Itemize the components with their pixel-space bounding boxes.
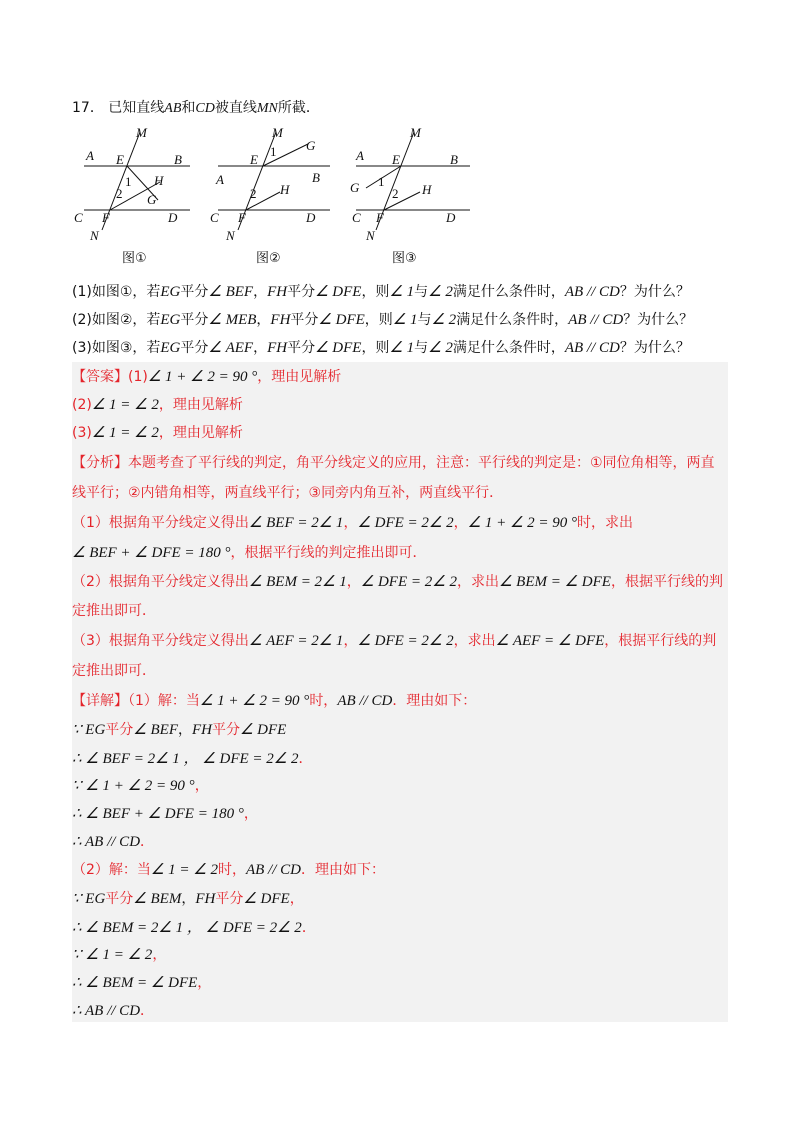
detail-step: ∴ AB // CD． (72, 1003, 155, 1019)
analysis-tag: 【分析】 (72, 455, 128, 471)
svg-text:B: B (450, 152, 458, 167)
svg-text:H: H (154, 173, 164, 188)
answer-line-2: (2)∠ 1 = ∠ 2，理由见解析 (72, 397, 243, 413)
detail-part-2-head: （2）解：当∠ 1 = ∠ 2时，AB // CD．理由如下： (72, 862, 385, 878)
analysis-step-2b: 定推出即可． (72, 603, 156, 619)
svg-text:D: D (446, 210, 456, 225)
svg-text:B: B (174, 152, 182, 167)
geometry-figures (70, 122, 490, 272)
sub-question-1: (1)如图①，若EG平分∠ BEF，FH平分∠ DFE，则∠ 1与∠ 2满足什么条件时，AB // CD？为什么？ (72, 284, 690, 300)
svg-text:D: D (168, 210, 178, 225)
analysis-line-2: 线平行；②内错角相等，两直线平行；③同旁内角互补，两直线平行． (72, 485, 504, 501)
sub-question-3: (3)如图③，若EG平分∠ AEF，FH平分∠ DFE，则∠ 1与∠ 2满足什么条件时，AB // CD？为什么？ (72, 340, 690, 356)
caption-fig2: 图② (256, 251, 281, 266)
analysis-step-2a: （2）根据角平分线定义得出∠ BEM = 2∠ 1，∠ DFE = 2∠ 2，求出∠ BEM = ∠ DFE，根据平行线的判 (72, 574, 723, 590)
svg-text:G: G (350, 180, 360, 195)
svg-text:N: N (366, 228, 375, 243)
svg-text:E: E (116, 152, 124, 167)
analysis-step-3a: （3）根据角平分线定义得出∠ AEF = 2∠ 1，∠ DFE = 2∠ 2，求出∠ AEF = ∠ DFE，根据平行线的判 (72, 633, 717, 649)
detail-part-1-head: 【详解】（1）解：当∠ 1 + ∠ 2 = 90 °时，AB // CD．理由如下： (72, 693, 477, 709)
detail-tag: 【详解】 (72, 693, 128, 709)
svg-text:N: N (226, 228, 235, 243)
svg-text:C: C (210, 210, 219, 225)
svg-text:2: 2 (250, 186, 257, 201)
svg-text:2: 2 (116, 186, 123, 201)
detail-step: ∴ ∠ BEM = 2∠ 1 ， ∠ DFE = 2∠ 2． (72, 920, 316, 936)
svg-text:1: 1 (378, 174, 385, 189)
svg-text:E: E (392, 152, 400, 167)
detail-step: ∴ ∠ BEF = 2∠ 1 ， ∠ DFE = 2∠ 2． (72, 751, 313, 767)
svg-text:B: B (312, 170, 320, 185)
svg-text:A: A (216, 172, 224, 187)
svg-text:M: M (410, 125, 421, 140)
svg-text:H: H (280, 182, 290, 197)
svg-text:N: N (90, 228, 99, 243)
svg-text:2: 2 (392, 186, 399, 201)
detail-step: ∴ ∠ BEM = ∠ DFE， (72, 975, 212, 991)
svg-text:C: C (352, 210, 361, 225)
figure-3 (350, 125, 470, 266)
svg-text:M: M (272, 125, 283, 140)
svg-text:1: 1 (270, 144, 277, 159)
svg-text:1: 1 (125, 174, 132, 189)
analysis-line-1: 【分析】本题考查了平行线的判定，角平分线定义的应用，注意：平行线的判定是：①同位角相等，两直 (72, 455, 715, 471)
svg-text:F: F (102, 210, 110, 225)
svg-text:F: F (376, 210, 384, 225)
figure-1 (74, 125, 190, 266)
detail-step: ∵ EG平分∠ BEF，FH平分∠ DFE (72, 722, 287, 738)
svg-text:A: A (356, 148, 364, 163)
question-number: 17． (72, 100, 104, 116)
svg-text:E: E (250, 152, 258, 167)
caption-fig1: 图① (122, 251, 147, 266)
analysis-step-1a: （1）根据角平分线定义得出∠ BEF = 2∠ 1，∠ DFE = 2∠ 2，∠ 1 + ∠ 2 = 90 °时，求出 (72, 515, 634, 531)
detail-step: ∵ EG平分∠ BEM，FH平分∠ DFE， (72, 891, 304, 907)
svg-text:H: H (422, 182, 432, 197)
question-stem: 17． 已知直线AB和CD被直线MN所截． (72, 100, 320, 116)
answer-line-1: 【答案】(1)∠ 1 + ∠ 2 = 90 °，理由见解析 (72, 369, 342, 385)
answer-tag: 【答案】 (72, 369, 128, 385)
analysis-step-1b: ∠ BEF + ∠ DFE = 180 °，根据平行线的判定推出即可． (72, 545, 427, 561)
sub-question-2: (2)如图②，若EG平分∠ MEB，FH平分∠ DFE，则∠ 1与∠ 2满足什么条件时，AB // CD？为什么？ (72, 312, 694, 328)
svg-text:D: D (306, 210, 316, 225)
detail-step: ∴ ∠ BEF + ∠ DFE = 180 °， (72, 806, 258, 822)
svg-text:G: G (147, 192, 157, 207)
svg-text:C: C (74, 210, 83, 225)
svg-text:A: A (86, 148, 94, 163)
caption-fig3: 图③ (392, 251, 417, 266)
detail-step: ∴ AB // CD． (72, 834, 155, 850)
fig1-label: M (136, 125, 147, 140)
detail-step: ∵ ∠ 1 + ∠ 2 = 90 °， (72, 778, 209, 794)
answer-line-3: (3)∠ 1 = ∠ 2，理由见解析 (72, 425, 243, 441)
analysis-step-3b: 定推出即可． (72, 663, 156, 679)
svg-text:G: G (306, 138, 316, 153)
detail-step: ∵ ∠ 1 = ∠ 2， (72, 947, 167, 963)
figure-2 (210, 125, 330, 266)
svg-text:F: F (238, 210, 246, 225)
